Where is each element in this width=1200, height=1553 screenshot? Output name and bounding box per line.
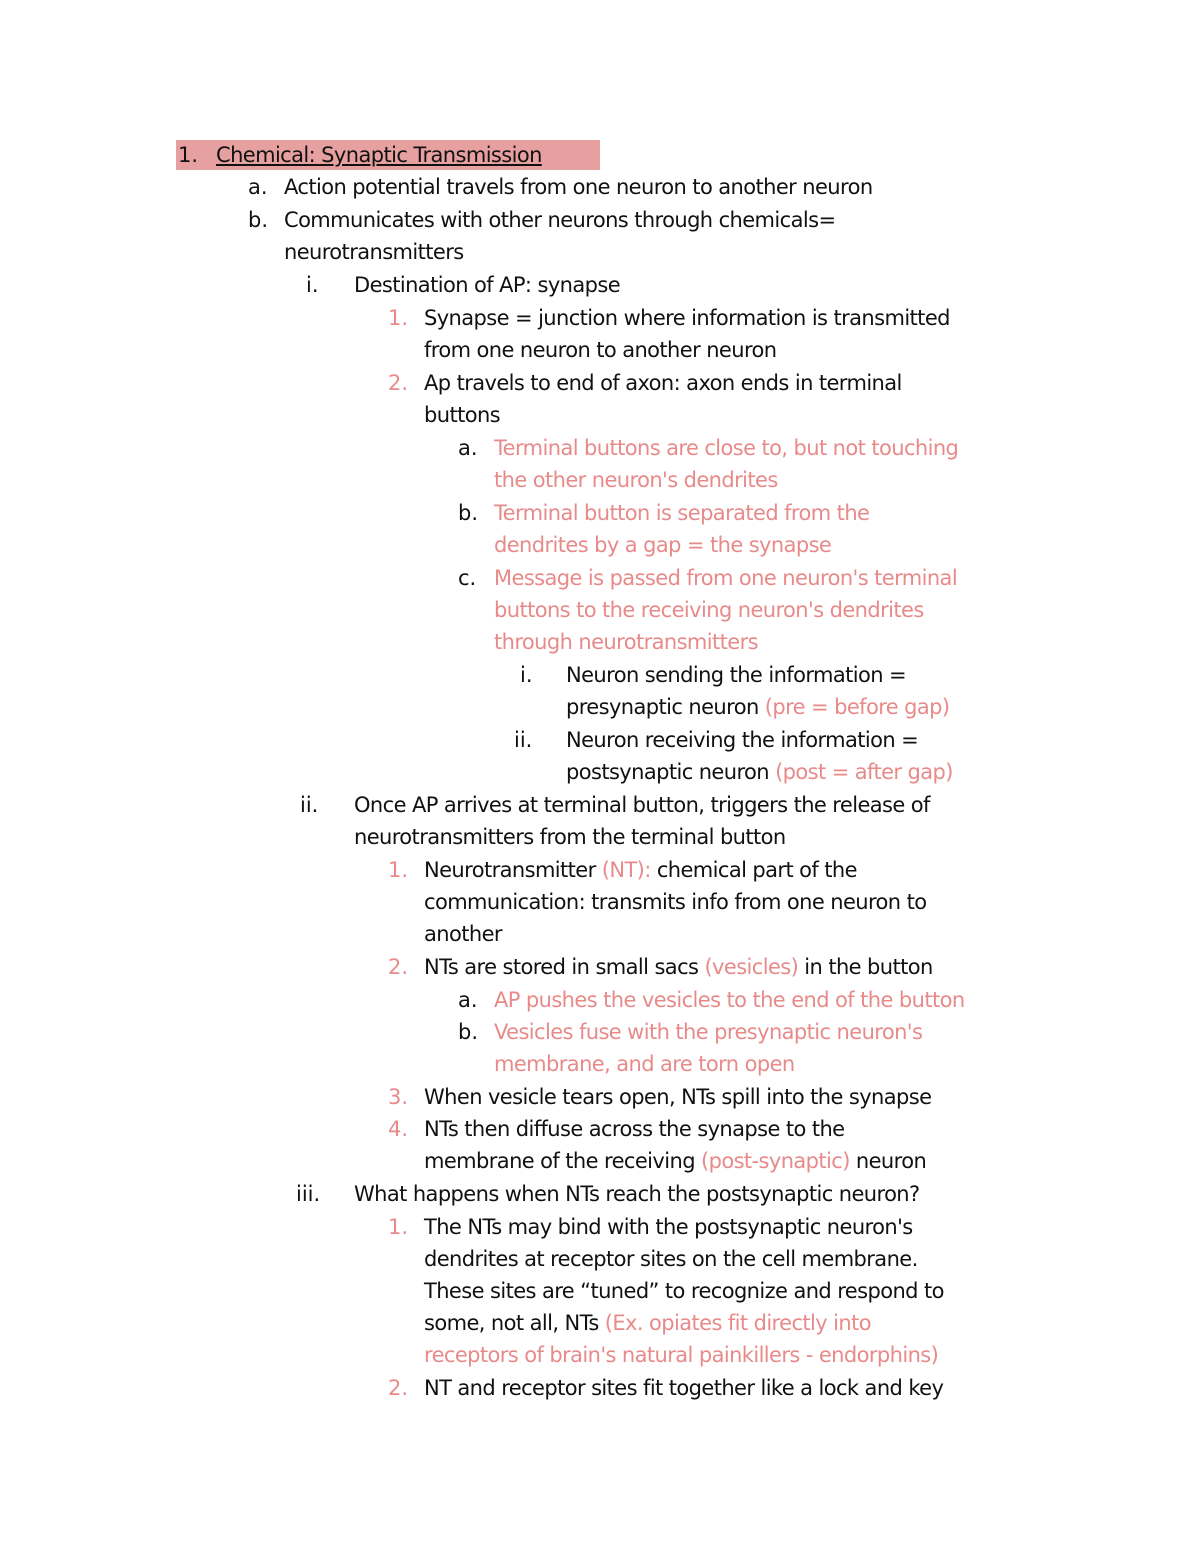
i3-s1-note: (Ex. opiates fit directly into — [604, 1311, 871, 1335]
list-marker-a: a. — [248, 175, 268, 199]
list-marker-1: 1. — [178, 143, 199, 167]
i1-s2-c-line3: through neurotransmitters — [494, 630, 758, 654]
i1-s2-line2: buttons — [424, 403, 501, 427]
item-a-text: Action potential travels from one neuron to another neuron — [284, 175, 873, 199]
i3-s1-line3: These sites are “tuned” to recognize and respond to — [424, 1279, 944, 1303]
list-marker-b: b. — [248, 208, 269, 232]
i2-s4-pre: membrane of the receiving — [424, 1149, 695, 1173]
i2-s1-post: chemical part of the — [656, 858, 857, 882]
list-marker-i2-2b: b. — [458, 1020, 479, 1044]
i2-s2-a-text: AP pushes the vesicles to the end of the button — [494, 988, 965, 1012]
i2-s4-note: (post-synaptic) — [701, 1149, 850, 1173]
i2-s2-b-line2: membrane, and are torn open — [494, 1052, 795, 1076]
list-marker-i1-2b: b. — [458, 501, 479, 525]
item-b-line2: neurotransmitters — [284, 240, 464, 264]
i2-s1-note: (NT): — [601, 858, 651, 882]
i2-s4-post: neuron — [855, 1149, 927, 1173]
i2-s1-line1 — [424, 854, 857, 886]
list-marker-ii: ii. — [300, 793, 319, 817]
i3-text: What happens when NTs reach the postsynaptic neuron? — [354, 1182, 920, 1206]
i1-text: Destination of AP: synapse — [354, 273, 621, 297]
c-i-note: (pre = before gap) — [764, 695, 950, 719]
i2-s1-line2: communication: transmits info from one neuron to — [424, 890, 927, 914]
i3-s1-line5: receptors of brain's natural painkillers - endorphins) — [424, 1343, 939, 1367]
i1-s2-a-line1: Terminal buttons are close to, but not touching — [494, 436, 959, 460]
i2-s4-line1: NTs then diffuse across the synapse to the — [424, 1117, 845, 1141]
i2-s3-text: When vesicle tears open, NTs spill into the synapse — [424, 1085, 932, 1109]
list-marker-iii: iii. — [296, 1182, 321, 1206]
list-marker-c-ii: ii. — [514, 728, 533, 752]
list-marker-i3-2: 2. — [388, 1376, 409, 1400]
list-marker-i: i. — [306, 273, 319, 297]
i1-s2-line1: Ap travels to end of axon: axon ends in terminal — [424, 371, 902, 395]
list-marker-i1-2a: a. — [458, 436, 478, 460]
i1-s2-c-line1: Message is passed from one neuron's terminal — [494, 566, 958, 590]
i3-s1-line2: dendrites at receptor sites on the cell membrane. — [424, 1247, 918, 1271]
i2-s4-line2 — [424, 1145, 926, 1177]
c-i-line1: Neuron sending the information = — [566, 663, 907, 687]
i3-s1-line1: The NTs may bind with the postsynaptic neuron's — [424, 1215, 913, 1239]
i2-s2-note: (vesicles) — [704, 955, 799, 979]
i2-s1-line3: another — [424, 922, 502, 946]
i1-s2-a-line2: the other neuron's dendrites — [494, 468, 778, 492]
list-marker-i2-1: 1. — [388, 858, 409, 882]
i2-s2-post: in the button — [804, 955, 933, 979]
i3-s2-text: NT and receptor sites fit together like a lock and key — [424, 1376, 944, 1400]
c-ii-note: (post = after gap) — [775, 760, 953, 784]
i3-s1-pre: some, not all, NTs — [424, 1311, 599, 1335]
list-marker-i2-4: 4. — [388, 1117, 409, 1141]
list-marker-i2-2a: a. — [458, 988, 478, 1012]
list-marker-i2-2: 2. — [388, 955, 409, 979]
section-title: Chemical: Synaptic Transmission — [216, 143, 542, 167]
i2-line1: Once AP arrives at terminal button, triggers the release of — [354, 793, 930, 817]
i1-s1-line1: Synapse = junction where information is transmitted — [424, 306, 950, 330]
list-marker-i3-1: 1. — [388, 1215, 409, 1239]
list-marker-i2-3: 3. — [388, 1085, 409, 1109]
list-marker-c-i: i. — [520, 663, 533, 687]
i1-s2-b-line2: dendrites by a gap = the synapse — [494, 533, 832, 557]
i3-s1-line4 — [424, 1307, 871, 1339]
i2-s2-line — [424, 951, 933, 983]
c-ii-line2 — [566, 756, 953, 788]
c-ii-line2-text: postsynaptic neuron — [566, 760, 769, 784]
list-marker-i1-1: 1. — [388, 306, 409, 330]
c-ii-line1: Neuron receiving the information = — [566, 728, 919, 752]
i1-s1-line2: from one neuron to another neuron — [424, 338, 777, 362]
i2-s1-pre: Neurotransmitter — [424, 858, 596, 882]
i1-s2-b-line1: Terminal button is separated from the — [494, 501, 870, 525]
c-i-line2-text: presynaptic neuron — [566, 695, 759, 719]
item-b-line1: Communicates with other neurons through chemicals= — [284, 208, 836, 232]
i2-s2-pre: NTs are stored in small sacs — [424, 955, 699, 979]
i2-line2: neurotransmitters from the terminal button — [354, 825, 786, 849]
list-marker-i1-2c: c. — [458, 566, 477, 590]
c-i-line2 — [566, 691, 950, 723]
list-marker-i1-2: 2. — [388, 371, 409, 395]
i2-s2-b-line1: Vesicles fuse with the presynaptic neuron's — [494, 1020, 923, 1044]
i1-s2-c-line2: buttons to the receiving neuron's dendrites — [494, 598, 924, 622]
